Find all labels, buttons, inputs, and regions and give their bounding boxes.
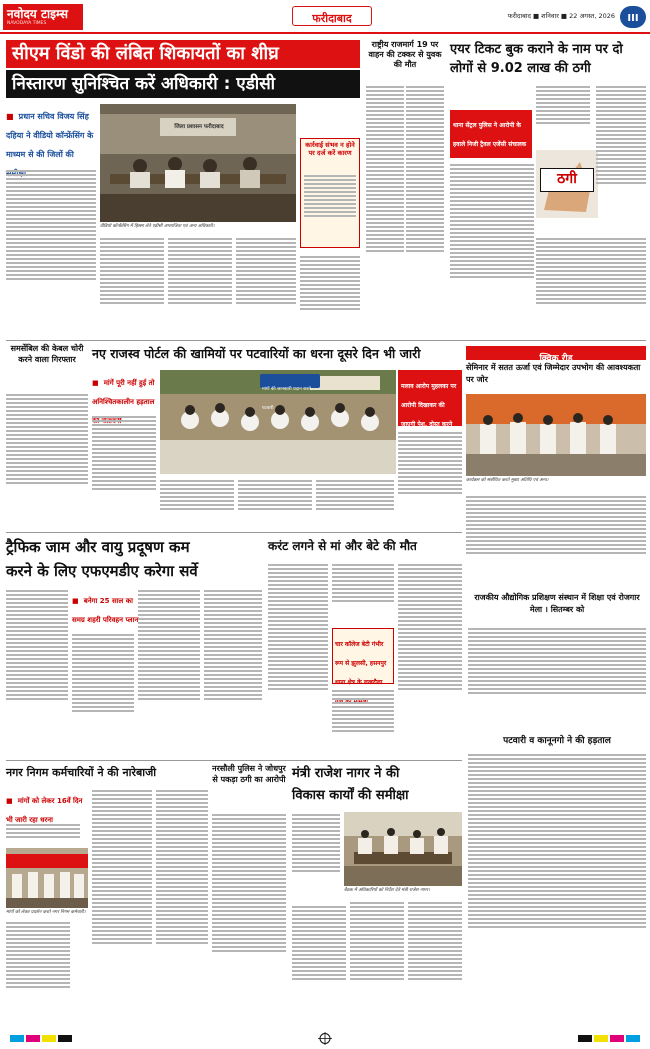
- brand-sub: NAVODAYA TIMES: [7, 21, 47, 26]
- story5-subhead: ■ मांगें पूरी नहीं हुई तो अनिश्चितकालीन हड़ताल: [92, 379, 155, 406]
- print-registration-strip: [0, 1030, 650, 1043]
- story6-subhead: ■ बनेगा 25 साल का समग्र शहरी परिवहन प्लान: [72, 597, 139, 624]
- quick-read-caption: कार्यक्रम को संबोधित करते मुख्य अतिथि एवं अन्य।: [466, 478, 549, 483]
- story5-body-b: [160, 478, 234, 528]
- story10-subhead: ■ मांगों को लेकर 16वें दिन भी जारी रहा धरना: [6, 797, 83, 824]
- story3-body-d: [536, 236, 646, 336]
- story9-headline: पटवारी व कानूनगो ने की हड़ताल: [503, 736, 611, 746]
- story11-headline: नरसौली पुलिस ने जोधपुर से पकड़ा ठगी का आरोपी: [212, 764, 286, 784]
- story12-headline-2: विकास कार्यों की समीक्षा: [292, 788, 409, 803]
- story6-headline-1: ट्रैफिक जाम और वायु प्रदूषण कम: [6, 538, 190, 556]
- story12-body-b: [292, 904, 346, 1022]
- quick-read-title: सेमिनार में सतत ऊर्जा एवं जिम्मेदार उपभोग की आवश्यकता पर जोर: [466, 363, 641, 384]
- story10-photo: [6, 848, 88, 908]
- divider: [6, 340, 646, 341]
- story6-body-c: [138, 588, 200, 756]
- brand-logo: [3, 4, 83, 30]
- story5-body-c: [238, 478, 312, 528]
- quick-read-label: क्विक रीड: [466, 346, 646, 360]
- story5-callout: मांगों की जानकारी प्रदान करते पटवारी: [260, 374, 320, 388]
- bullet-icon: ■: [6, 797, 13, 805]
- masthead: [0, 0, 650, 34]
- story2-headline: राष्ट्रीय राजमार्ग 19 पर वाहन की टक्कर से युवक की मौत: [368, 40, 442, 69]
- story3-headline: एयर टिकट बुक कराने के नाम पर दो लोगों से 9.02 लाख की ठगी: [450, 42, 623, 76]
- story7-body-c: [332, 688, 394, 756]
- section-label: फरीदाबाद: [292, 6, 372, 26]
- lead-highlight-box: [300, 138, 360, 248]
- story3-subhead: थाना सेंट्रल पुलिस ने आरोपी के हवाले निजी ट्रैवल एजेंसी संचालक: [453, 122, 527, 148]
- story3-body-b: [536, 84, 590, 146]
- review-meeting-photo: [344, 812, 462, 886]
- story8-headline: राजकीय औद्योगिक प्रशिक्षण संस्थान में शिक्षा एवं रोजगार मेला । सितम्बर को: [474, 593, 640, 614]
- story5-box-body: [398, 430, 462, 528]
- seminar-photo: [466, 394, 646, 476]
- lead-body-col3: [168, 236, 232, 336]
- bullet-icon: ■: [72, 597, 79, 605]
- story5-body-d: [316, 478, 394, 528]
- highlight-title: कार्रवाई संभव न होने पर दर्ज करें कारण: [305, 141, 355, 157]
- story9-body: [468, 752, 646, 1022]
- story11-body: [212, 812, 286, 1022]
- bullet-icon: ■: [6, 112, 14, 121]
- story7-body-b: [332, 562, 394, 624]
- registration-marks: [0, 1032, 650, 1045]
- story6-body-a: [6, 588, 68, 756]
- photo-sign: जिला प्रशासन फरीदाबाद: [174, 124, 224, 130]
- story5-red-box: मलाव आरोप मुहलका पर आरोपी दिखाकर की जाएगी पेश, दोस्त करने: [398, 370, 462, 426]
- lead-body-col5: [300, 254, 360, 336]
- lead-subhead: ■ प्रधान सचिव विजय सिंह दहिया ने वीडियो कॉन्फ्रेंसिंग के माध्यम से की जिलों की: [6, 112, 94, 159]
- lead-body-col4: [236, 236, 296, 336]
- story10-caption: मांगों को लेकर प्रदर्शन करते नगर निगम कर्मचारी।: [6, 910, 86, 915]
- story10-headline: नगर निगम कर्मचारियों ने की नारेबाजी: [6, 766, 157, 779]
- thug-graphic: [536, 150, 598, 218]
- lead-headline-2: निस्तारण सुनिश्चित करें अधिकारी : एडीसी: [6, 70, 360, 98]
- quick-read-body: [466, 494, 646, 586]
- story6-body-d: [204, 588, 262, 756]
- story10-body-a: [6, 822, 80, 844]
- story10-body-d: [156, 788, 208, 1022]
- story12-body-a: [292, 812, 340, 902]
- lead-photo: [100, 104, 296, 222]
- quick-read-photo: [466, 394, 646, 476]
- divider: [6, 532, 462, 533]
- highlight-body: [304, 173, 356, 243]
- dateline: फरीदाबाद ■ शनिवार ■ 22 अगस्त, 2026: [507, 12, 615, 20]
- story7-body-a: [268, 562, 328, 756]
- story7-body-d: [398, 562, 462, 756]
- page-number: III: [620, 6, 646, 28]
- story10-body-b: [6, 920, 70, 1022]
- story2-body-a: [366, 84, 404, 336]
- divider: [6, 760, 462, 761]
- story12-body-c: [350, 900, 404, 1022]
- story5-headline: नए राजस्व पोर्टल की खामियों पर पटवारियों का धरना दूसरे दिन भी जारी: [92, 346, 421, 361]
- bullet-icon: ■: [92, 379, 99, 387]
- thug-word: ठगी: [540, 168, 594, 192]
- story2-body-b: [406, 84, 444, 336]
- story10-body-c: [92, 788, 152, 1022]
- lead-body-col1: [6, 168, 96, 338]
- story12-photo: [344, 812, 462, 886]
- rally-photo: [6, 848, 88, 908]
- story3-subhead-box: [450, 110, 532, 158]
- story3-body-a: [450, 162, 534, 336]
- lead-headline-1: सीएम विंडो की लंबित शिकायतों का शीघ्र: [6, 40, 360, 68]
- story5-body-a: [92, 414, 156, 528]
- story4-headline: समर्सेबिल की केबल चोरी करने वाला गिरफ्तार: [10, 344, 84, 364]
- lead-photo-caption: वीडियो कॉन्फ्रेंसिंग में हिस्सा लेते एडीसी अपराजिता एवं अन्य अधिकारी।: [100, 224, 215, 229]
- story7-box: चार कॉलेज बेटी गंभीर रूप से झुलसी, हसनपुर थाना क्षेत्र के लखरौला: [332, 628, 394, 684]
- story12-caption: बैठक में अधिकारियों को निर्देश देते मंत्री राजेश नागर।: [344, 888, 430, 893]
- story6-body-b: [72, 632, 134, 756]
- story7-headline: करंट लगने से मां और बेटे की मौत: [268, 539, 417, 553]
- story3-body-c: [596, 84, 646, 234]
- brand-name: नवोदय टाइम्स: [7, 7, 69, 21]
- story6-headline-2: करने के लिए एफएमडीए करेगा सर्वे: [6, 562, 198, 580]
- story12-headline-1: मंत्री राजेश नागर ने की: [292, 766, 400, 781]
- lead-body-col2: [100, 236, 164, 336]
- story12-body-d: [408, 900, 462, 1022]
- story4-body: [6, 392, 88, 530]
- story8-body: [468, 626, 646, 732]
